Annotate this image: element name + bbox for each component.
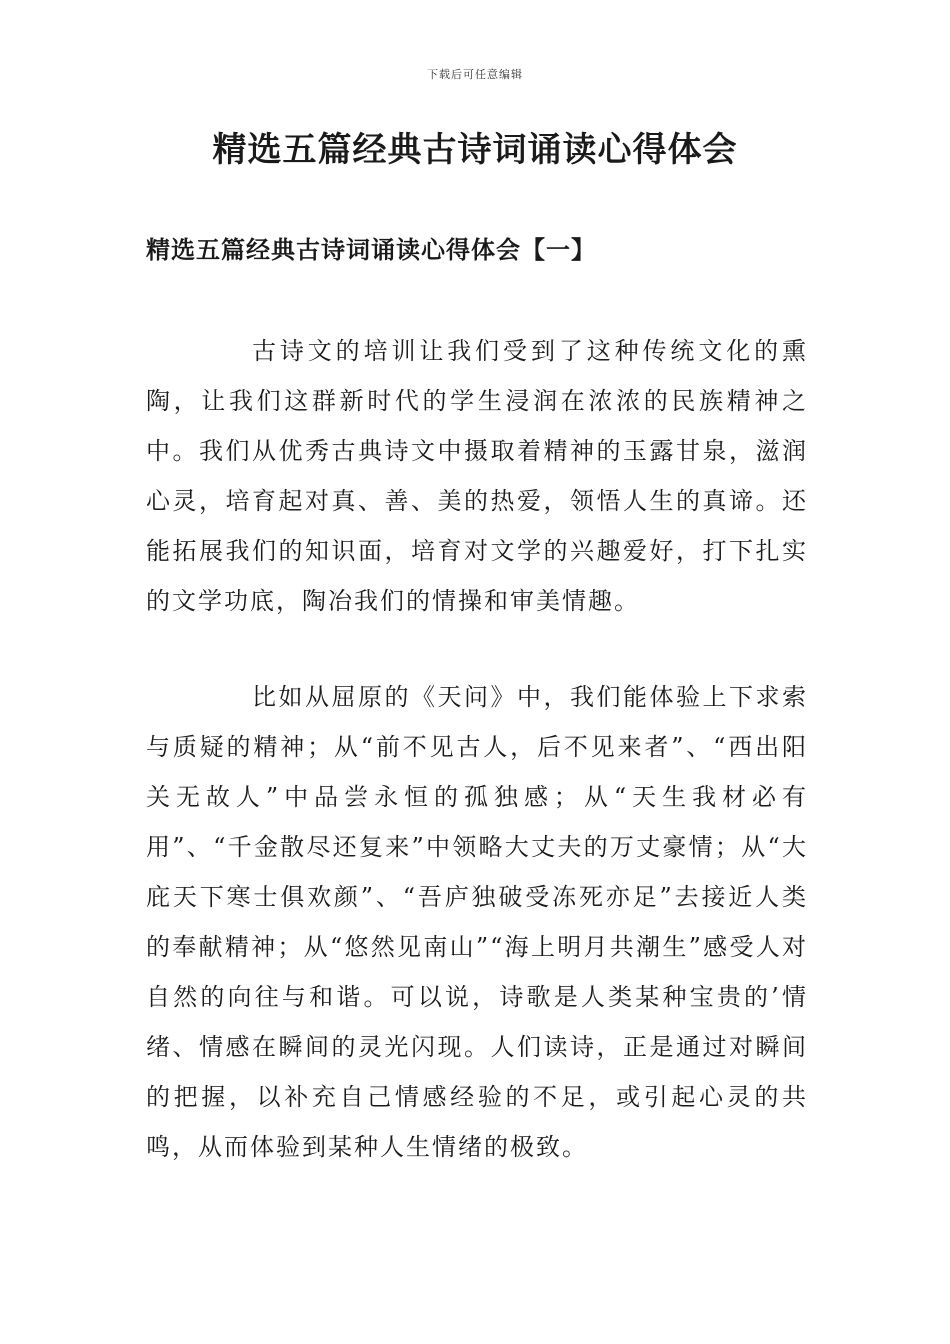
- header-note: 下载后可任意编辑: [427, 68, 523, 81]
- section-heading: 精选五篇经典古诗词诵读心得体会【一】: [146, 235, 596, 264]
- body-paragraph-2: 比如从屈原的《天问》中，我们能体验上下求索与质疑的精神；从“前不见古人，后不见来者”、“西出阳关无故人”中品尝永恒的孤独感；从“天生我材必有用”、“千金散尽还复来”中领略大丈夫的万丈豪情；从“大庇天下寒士俱欢颜”、“吾庐独破受冻死亦足”去接近人类的奉献精神；从“悠然见南山”“海上明月共潮生”感受人对自然的向往与和谐。可以说，诗歌是人类某种宝贵的’情绪、情感在瞬间的灵光闪现。人们读诗，正是通过对瞬间的把握，以补充自己情感经验的不足，或引起心灵的共鸣，从而体验到某种人生情绪的极致。: [146, 683, 808, 1161]
- document-title: 精选五篇经典古诗词诵读心得体会: [212, 130, 738, 170]
- body-paragraph-1: 古诗文的培训让我们受到了这种传统文化的熏陶，让我们这群新时代的学生浸润在浓浓的民族精神之中。我们从优秀古典诗文中摄取着精神的玉露甘泉，滋润心灵，培育起对真、善、美的热爱，领悟人生的真谛。还能拓展我们的知识面，培育对文学的兴趣爱好，打下扎实的文学功底，陶冶我们的情操和审美情趣。: [146, 337, 808, 615]
